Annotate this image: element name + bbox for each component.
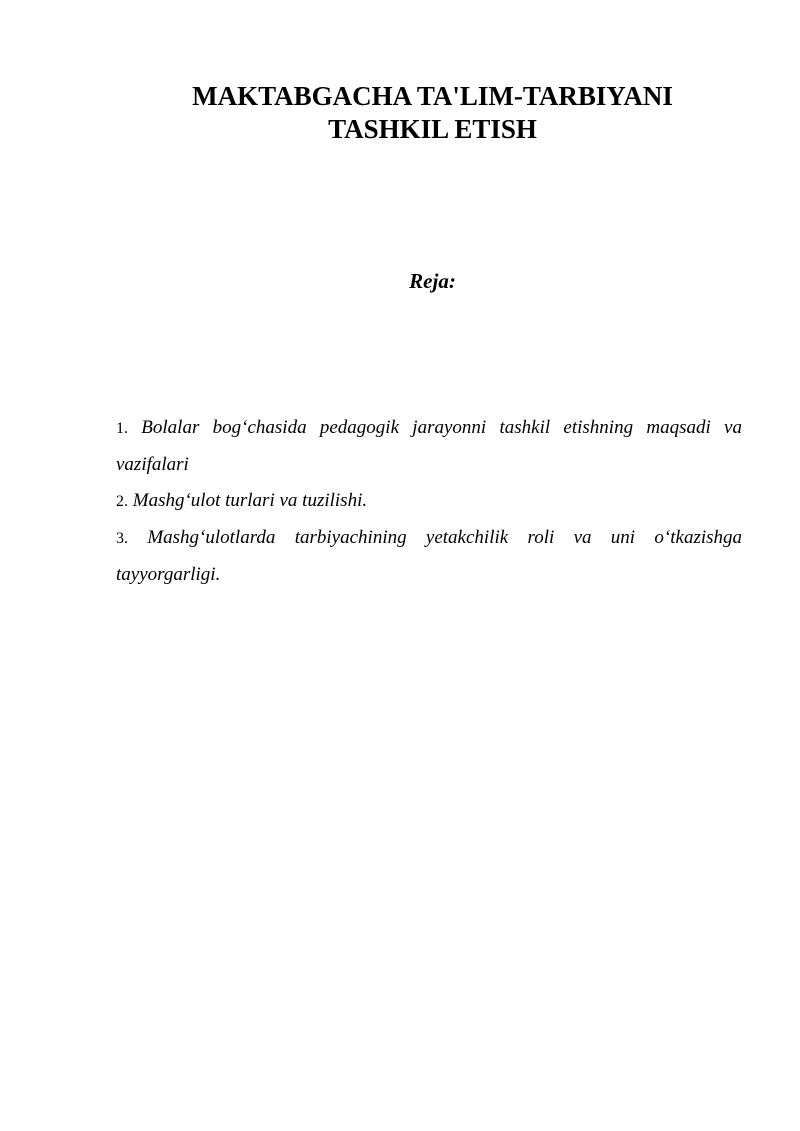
plan-item-text: Bolalar bog‘chasida pedagogik jarayonni tashkil etishning maqsadi va vazifalari [116,417,742,475]
plan-item-3 [116,520,742,593]
plan-item-number: 1. [116,420,128,437]
title-line-2: TASHKIL ETISH [328,114,537,144]
title-line-1: MAKTABGACHA TA'LIM-TARBIYANI [192,81,673,111]
plan-item-text: Mashg‘ulot turlari va tuzilishi. [132,490,368,511]
plan-item-number: 3. [116,530,128,547]
plan-heading: Reja: [409,269,456,293]
document-title [120,80,745,146]
plan-item-1 [116,410,742,483]
plan-item-number: 2. [116,493,128,510]
plan-list [116,410,742,593]
plan-item-2 [116,483,742,520]
plan-item-text: Mashg‘ulotlarda tarbiyachining yetakchilik roli va uni o‘tkazishga tayyorgarligi. [116,527,743,585]
